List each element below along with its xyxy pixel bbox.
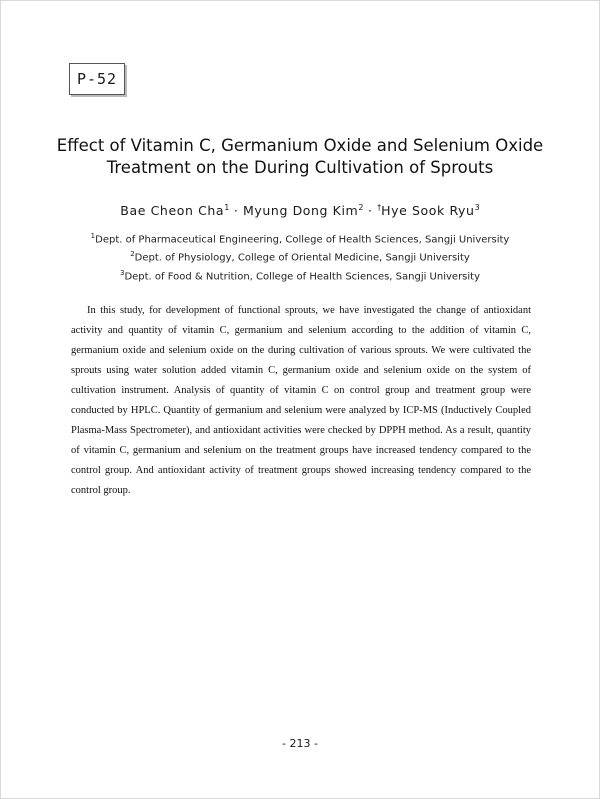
poster-code-box — [69, 63, 125, 95]
author-name: Hye Sook Ryu — [381, 203, 475, 219]
affiliation-text: Dept. of Food & Nutrition, College of Health Sciences, Sangji University — [124, 270, 481, 282]
affiliation-sup: 2 — [130, 250, 135, 259]
author-sup: 2 — [358, 203, 364, 212]
affiliation-sup: 1 — [90, 232, 96, 240]
affiliation-sup: 3 — [119, 268, 125, 277]
affiliation-text: Dept. of Pharmaceutical Engineering, College of Health Sciences, Sangji University — [95, 234, 510, 246]
affiliation — [40, 266, 560, 284]
affiliation — [40, 247, 560, 265]
paper-title — [40, 135, 560, 179]
author-name: Myung Dong Kim — [243, 203, 359, 219]
title-line-1: Effect of Vitamin C, Germanium Oxide and Selenium Oxide — [56, 136, 544, 155]
author-separator: · — [233, 203, 239, 219]
title-line-2: Treatment on the During Cultivation of Sprouts — [106, 158, 494, 177]
author-name: Bae Cheon Cha — [120, 203, 225, 219]
author-list — [40, 203, 560, 218]
page-number: - 213 - — [282, 737, 318, 750]
author-sup: 3 — [474, 203, 480, 212]
poster-code: P-52 — [76, 70, 118, 88]
corresponding-mark: † — [377, 203, 382, 212]
affiliation-text: Dept. of Physiology, College of Oriental Medicine, Sangji University — [134, 252, 470, 264]
abstract-paragraph: In this study, for development of functional sprouts, we have investigated the change of antioxidant activity and quantity of vitamin C, germanium and selenium according to the addition of vitamin C, germanium oxide and selenium oxide on the during cultivation of various sprouts. We were cultivated the sprouts using water solution added vitamin C, germanium oxide and selenium oxide on the system of cultivation instrument. Analysis of quantity of vitamin C on control group and treatment group were conducted by HPLC. Quantity of germanium and selenium were analyzed by ICP-MS (Inductively Coupled Plasma-Mass Spectrometer), and antioxidant activities were checked by DPPH method. As a result, quantity of vitamin C, germanium and selenium on the treatment groups have increased tendency compared to the control group. And antioxidant activity of treatment groups showed increasing tendency compared to the control group. — [71, 305, 531, 496]
affiliation-list — [40, 229, 560, 284]
author-separator: · — [368, 203, 373, 219]
author-sup: 1 — [224, 203, 230, 212]
affiliation — [40, 229, 560, 247]
